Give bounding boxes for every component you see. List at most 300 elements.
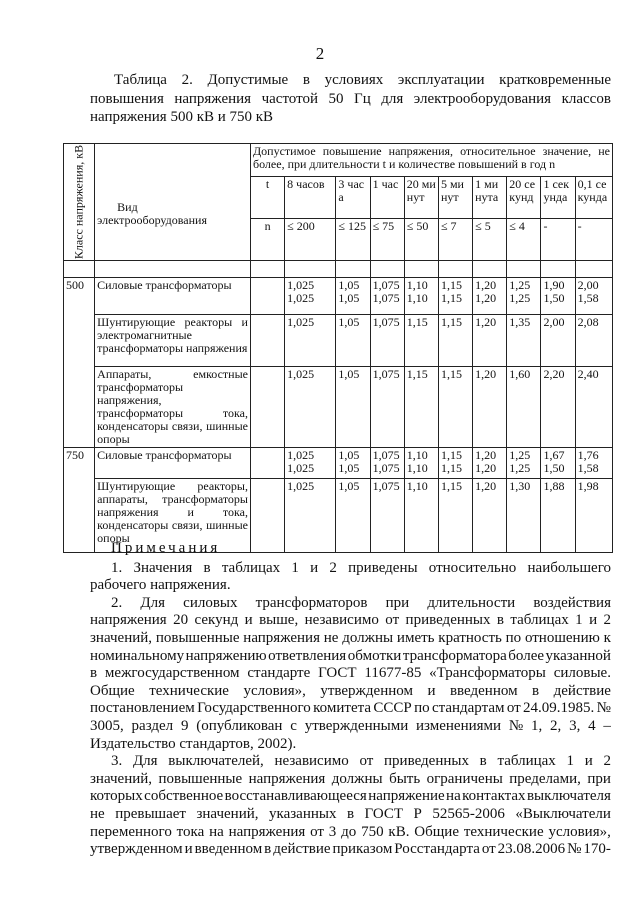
value-cell <box>541 367 575 448</box>
word: выключателя <box>526 788 611 805</box>
value: 2,00 <box>577 278 599 292</box>
value: 1,15 <box>440 461 462 475</box>
word: 3. <box>111 753 123 770</box>
word: указанной <box>545 647 611 664</box>
value: 1,76 <box>577 448 599 462</box>
word: 2. <box>181 72 193 88</box>
value: 1,20 <box>475 448 497 462</box>
value: 1,025 <box>287 448 315 462</box>
value: 1,075 <box>372 278 400 292</box>
value-cell <box>285 448 336 479</box>
value-cell <box>575 367 612 448</box>
table-row <box>64 315 613 367</box>
value: 1,10 <box>406 479 428 493</box>
value: 1,50 <box>543 291 565 305</box>
word: от <box>359 753 374 770</box>
note-line <box>90 788 611 806</box>
word: трансформатора <box>402 647 507 664</box>
word: при <box>385 594 410 611</box>
word: 170- <box>583 841 611 858</box>
word: не <box>323 629 339 646</box>
word: таблицах <box>497 753 556 770</box>
count-cell: ≤ 7 <box>438 219 472 261</box>
word: отношению <box>524 629 600 646</box>
value-cell <box>370 448 404 479</box>
word: 24.09.1985. <box>523 700 595 717</box>
value-cell <box>404 448 438 479</box>
value: 1,98 <box>577 479 599 493</box>
word: «Трансформаторы <box>429 665 546 682</box>
count-cell: ≤ 125 <box>336 219 370 261</box>
word: приведенных <box>405 612 491 629</box>
word: № <box>596 700 611 717</box>
word: и <box>584 753 593 770</box>
word: в <box>264 841 272 858</box>
class-header: Класс напряжения, кВ <box>71 144 86 260</box>
word: для <box>381 90 404 107</box>
word: наибольшего <box>527 559 611 576</box>
value: 1,35 <box>509 315 531 329</box>
word: действие <box>273 841 331 858</box>
note-line <box>90 683 611 701</box>
word: с <box>290 717 297 734</box>
spacer-cell <box>473 261 507 278</box>
value: 1,15 <box>440 315 462 329</box>
word: более <box>508 647 545 664</box>
value-cell <box>507 278 541 315</box>
value-cell <box>575 448 612 479</box>
spacer-cell <box>575 261 612 278</box>
word: напряжение <box>368 788 445 805</box>
value: 1,20 <box>475 367 497 381</box>
count-cell: - <box>575 219 612 261</box>
value: 1,20 <box>475 479 497 493</box>
word: Таблица <box>114 72 167 88</box>
word: введенном <box>194 841 263 858</box>
value: 1,025 <box>287 315 315 329</box>
note-line <box>90 771 611 789</box>
word: утвержденном <box>90 841 183 858</box>
empty-cell <box>250 315 284 367</box>
word: раздел <box>131 717 174 734</box>
value-cell <box>370 367 404 448</box>
word: тока <box>176 823 205 840</box>
word: 2 <box>329 559 337 576</box>
equipment-header: Вид электрооборудования <box>97 199 207 227</box>
note-line <box>90 560 611 578</box>
word: 23.08.2006 <box>497 841 566 858</box>
word: значений, <box>196 805 259 822</box>
spacer-cell <box>64 261 95 278</box>
note-line: Издательство стандартов, 2002). <box>90 735 297 752</box>
value-cell <box>285 278 336 315</box>
word: стандартам <box>431 700 505 717</box>
word: электрооборудования <box>413 90 552 107</box>
count-cell: ≤ 50 <box>404 219 438 261</box>
word: 3, <box>569 717 581 734</box>
value-cell <box>336 367 370 448</box>
word: от <box>481 841 496 858</box>
value-cell <box>473 278 507 315</box>
word: комитета <box>313 700 372 717</box>
spacer-cell <box>541 261 575 278</box>
note-line <box>90 595 611 613</box>
word: 750 <box>361 823 384 840</box>
spacer-cell <box>370 261 404 278</box>
table-caption <box>90 71 611 127</box>
word: восстанавливающееся <box>224 788 367 805</box>
word: – <box>603 717 611 734</box>
word: напряжения <box>174 90 252 107</box>
value-cell <box>438 448 472 479</box>
value: 1,25 <box>509 448 531 462</box>
equipment-name-cell: Силовые трансформаторы <box>95 448 251 479</box>
word: № <box>508 717 524 734</box>
word: кВ. <box>388 823 410 840</box>
value: 1,075 <box>372 479 400 493</box>
value: 1,20 <box>475 291 497 305</box>
value-cell <box>473 448 507 479</box>
word: 4 <box>588 717 596 734</box>
word: введенном <box>449 682 518 699</box>
voltage-class-cell: 500 <box>64 278 95 448</box>
word: от <box>506 700 521 717</box>
value: 1,25 <box>509 291 531 305</box>
spacer-cell <box>404 261 438 278</box>
value: 1,10 <box>406 461 428 475</box>
spacer-cell <box>285 261 336 278</box>
value-cell <box>438 315 472 367</box>
word: при <box>587 770 611 787</box>
spacer-cell <box>438 261 472 278</box>
note-line <box>90 824 611 842</box>
word: 3005, <box>90 717 124 734</box>
word: условиях <box>324 72 384 88</box>
value: 1,25 <box>509 278 531 292</box>
value: 1,10 <box>406 448 428 462</box>
value-cell <box>575 315 612 367</box>
word: 9 <box>180 717 189 734</box>
word: и <box>244 612 253 629</box>
value-cell <box>370 315 404 367</box>
word: напряжения <box>248 770 326 787</box>
word: ответвления <box>268 647 347 664</box>
word: условия», <box>243 682 306 699</box>
allowed-header: Допустимое повышение напряжения, относительное значение, не более, при длительности t и количестве повышений в год n <box>250 144 612 177</box>
value: 1,20 <box>475 278 497 292</box>
word: трансформаторов <box>255 594 368 611</box>
voltage-class-cell: 750 <box>64 448 95 553</box>
value: 2,00 <box>543 315 565 329</box>
table-row <box>64 367 613 448</box>
word: от <box>310 823 324 840</box>
value: 2,08 <box>577 315 599 329</box>
note-line <box>90 841 611 859</box>
word: Для <box>132 753 158 770</box>
duration-cell: 3 часа <box>336 177 370 219</box>
word: 1 <box>291 559 299 576</box>
word: эксплуатации <box>397 72 485 88</box>
word: 2. <box>111 594 123 611</box>
word: должны <box>331 770 383 787</box>
word: собственное <box>144 788 224 805</box>
word: по <box>505 629 522 646</box>
value-cell <box>438 367 472 448</box>
word: напряжению <box>185 647 267 664</box>
equipment-name-cell: Аппараты, емкостные трансформаторы напряжения, трансформаторы тока, конденсаторы связи, шинные опоры <box>95 367 251 448</box>
note-1 <box>90 560 611 595</box>
value: 1,20 <box>475 461 497 475</box>
word: относительно <box>428 559 517 576</box>
value: 1,075 <box>372 315 400 329</box>
note-line <box>90 753 611 771</box>
word: технические <box>149 682 229 699</box>
word: повышения <box>90 90 164 107</box>
value-cell <box>541 315 575 367</box>
note-line <box>90 665 611 683</box>
word: Значения <box>133 559 193 576</box>
word: 1. <box>111 559 123 576</box>
t-label: t <box>250 177 284 219</box>
word: Для <box>140 594 166 611</box>
value-cell <box>336 315 370 367</box>
value-cell <box>404 278 438 315</box>
word: силовые. <box>553 665 611 682</box>
word: которых <box>90 788 143 805</box>
value: 1,025 <box>287 278 315 292</box>
word: 52565-2006 <box>432 805 505 822</box>
word: повышенные <box>158 770 243 787</box>
word: в <box>203 559 211 576</box>
page-number: 2 <box>315 44 325 63</box>
notes-title: Примечания <box>111 540 221 556</box>
word: указанных <box>269 805 337 822</box>
count-cell: - <box>541 219 575 261</box>
table-row <box>64 448 613 479</box>
value-cell <box>575 278 612 315</box>
value: 1,05 <box>338 367 360 381</box>
class-header-cell <box>64 144 95 261</box>
value: 1,58 <box>577 291 599 305</box>
value: 1,25 <box>509 461 531 475</box>
word: обмотки <box>347 647 402 664</box>
note-3 <box>90 753 611 859</box>
note-line: рабочего напряжения. <box>90 577 231 594</box>
count-cell: ≤ 75 <box>370 219 404 261</box>
notes-section <box>90 540 611 859</box>
word: независимо <box>274 753 349 770</box>
value-cell <box>507 315 541 367</box>
word: приказом <box>332 841 393 858</box>
word: повышенные <box>155 629 240 646</box>
value-cell <box>473 367 507 448</box>
word: классов <box>561 90 611 107</box>
value: 1,15 <box>406 315 428 329</box>
value: 1,88 <box>543 479 565 493</box>
word: выше, <box>259 612 299 629</box>
table-row <box>64 278 613 315</box>
word: 1, <box>530 717 543 734</box>
spacer-cell <box>250 261 284 278</box>
word: и <box>310 559 319 576</box>
word: 1 <box>575 612 583 629</box>
word: длительности <box>427 594 516 611</box>
word: № <box>567 841 582 858</box>
word: в <box>532 682 540 699</box>
value: 1,15 <box>406 367 428 381</box>
value: 1,05 <box>338 278 360 292</box>
value-cell <box>541 448 575 479</box>
empty-cell <box>250 448 284 479</box>
word: напряжения <box>243 629 320 646</box>
value: 1,15 <box>440 367 462 381</box>
caption-line: напряжения 500 кВ и 750 кВ <box>90 109 274 125</box>
value-cell <box>507 367 541 448</box>
value-cell <box>404 315 438 367</box>
word: напряжения <box>228 823 306 840</box>
word: Государственного <box>197 700 311 717</box>
word: и <box>427 682 436 699</box>
word: Росстандарта <box>394 841 480 858</box>
word: значений, <box>90 770 153 787</box>
word: 2, <box>550 717 562 734</box>
word: до <box>341 823 357 840</box>
value-cell <box>541 278 575 315</box>
value-cell <box>404 367 438 448</box>
value: 1,05 <box>338 479 360 493</box>
word: пределами, <box>509 770 581 787</box>
word: значений, <box>90 629 153 646</box>
value: 1,20 <box>475 315 497 329</box>
duration-cell: 8 часов <box>285 177 336 219</box>
value-cell <box>285 315 336 367</box>
word: «Выключатели <box>515 805 611 822</box>
word: 3 <box>328 823 337 840</box>
caption-line <box>90 90 611 109</box>
value: 1,025 <box>287 479 315 493</box>
word: Р <box>413 805 422 822</box>
word: Общие <box>90 682 135 699</box>
value: 1,60 <box>509 367 531 381</box>
spacer-cell <box>95 261 251 278</box>
value: 1,075 <box>372 367 400 381</box>
value-cell <box>473 315 507 367</box>
word: приведенных <box>384 753 469 770</box>
count-cell: ≤ 4 <box>507 219 541 261</box>
value: 1,67 <box>543 448 565 462</box>
duration-cell: 20 секунд <box>507 177 541 219</box>
caption-line <box>90 71 611 90</box>
word: кратность <box>438 629 502 646</box>
word: 2 <box>603 753 611 770</box>
value-cell <box>507 448 541 479</box>
duration-cell: 20 минут <box>404 177 438 219</box>
word: межгосударственном <box>104 665 240 682</box>
duration-cell: 1 минута <box>473 177 507 219</box>
word: постановлением <box>90 700 195 717</box>
value: 1,05 <box>338 448 360 462</box>
word: 2 <box>603 612 611 629</box>
word: ГОСТ <box>318 665 357 682</box>
word: и <box>589 612 598 629</box>
word: воздействия <box>533 594 611 611</box>
note-line <box>90 612 611 630</box>
word: стандарте <box>247 665 311 682</box>
duration-cell: 1 секунда <box>541 177 575 219</box>
value: 1,10 <box>406 278 428 292</box>
word: 11677-85 <box>364 665 422 682</box>
word: должны <box>342 629 394 646</box>
word: секунд <box>194 612 239 629</box>
empty-cell <box>250 367 284 448</box>
value: 1,10 <box>406 291 428 305</box>
word: Общие <box>414 823 459 840</box>
word: таблицах <box>510 612 569 629</box>
count-cell: ≤ 200 <box>285 219 336 261</box>
word: напряжения <box>90 612 167 629</box>
word: действие <box>553 682 611 699</box>
word: к <box>603 629 611 646</box>
value: 1,15 <box>440 291 462 305</box>
value-cell <box>336 448 370 479</box>
n-label: n <box>250 219 284 261</box>
word: технические <box>463 823 544 840</box>
value: 1,15 <box>440 479 462 493</box>
value: 1,025 <box>287 461 315 475</box>
value: 1,50 <box>543 461 565 475</box>
equipment-name-cell: Шунтирующие реакторы и электромагнитные трансформаторы напряжения <box>95 315 251 367</box>
equipment-name-cell: Силовые трансформаторы <box>95 278 251 315</box>
note-line <box>90 806 611 824</box>
duration-cell: 0,1 секунда <box>575 177 612 219</box>
value: 1,075 <box>372 291 400 305</box>
word: таблицах <box>221 559 281 576</box>
note-line <box>90 700 611 718</box>
word: (опубликован <box>196 717 283 734</box>
word: превышает <box>115 805 186 822</box>
word: в <box>496 612 504 629</box>
spacer-cell <box>507 261 541 278</box>
word: и <box>184 841 193 858</box>
word: в <box>90 665 98 682</box>
note-2 <box>90 595 611 753</box>
word: переменного <box>90 823 172 840</box>
word: утвержденном <box>320 682 413 699</box>
value: 1,075 <box>372 448 400 462</box>
value: 1,025 <box>287 367 315 381</box>
value: 1,15 <box>440 448 462 462</box>
value-cell <box>370 278 404 315</box>
word: приведены <box>348 559 418 576</box>
value: 1,05 <box>338 291 360 305</box>
word: изменениями <box>416 717 502 734</box>
value: 1,025 <box>287 291 315 305</box>
value: 1,90 <box>543 278 565 292</box>
equipment-name-cell: Шунтирующие реакторы, аппараты, трансформаторы напряжения и тока, конденсаторы связи, шинные опоры <box>95 479 251 553</box>
value: 1,05 <box>338 315 360 329</box>
value: 2,40 <box>577 367 599 381</box>
value: 1,075 <box>372 461 400 475</box>
word: частотой <box>261 90 318 107</box>
word: силовых <box>183 594 238 611</box>
word: иметь <box>396 629 435 646</box>
word: Гц <box>354 90 371 107</box>
word: в <box>346 805 355 822</box>
equipment-header-cell <box>95 144 251 261</box>
word: выключателей, <box>168 753 264 770</box>
word: утвержденными <box>304 717 409 734</box>
value: 1,15 <box>440 278 462 292</box>
